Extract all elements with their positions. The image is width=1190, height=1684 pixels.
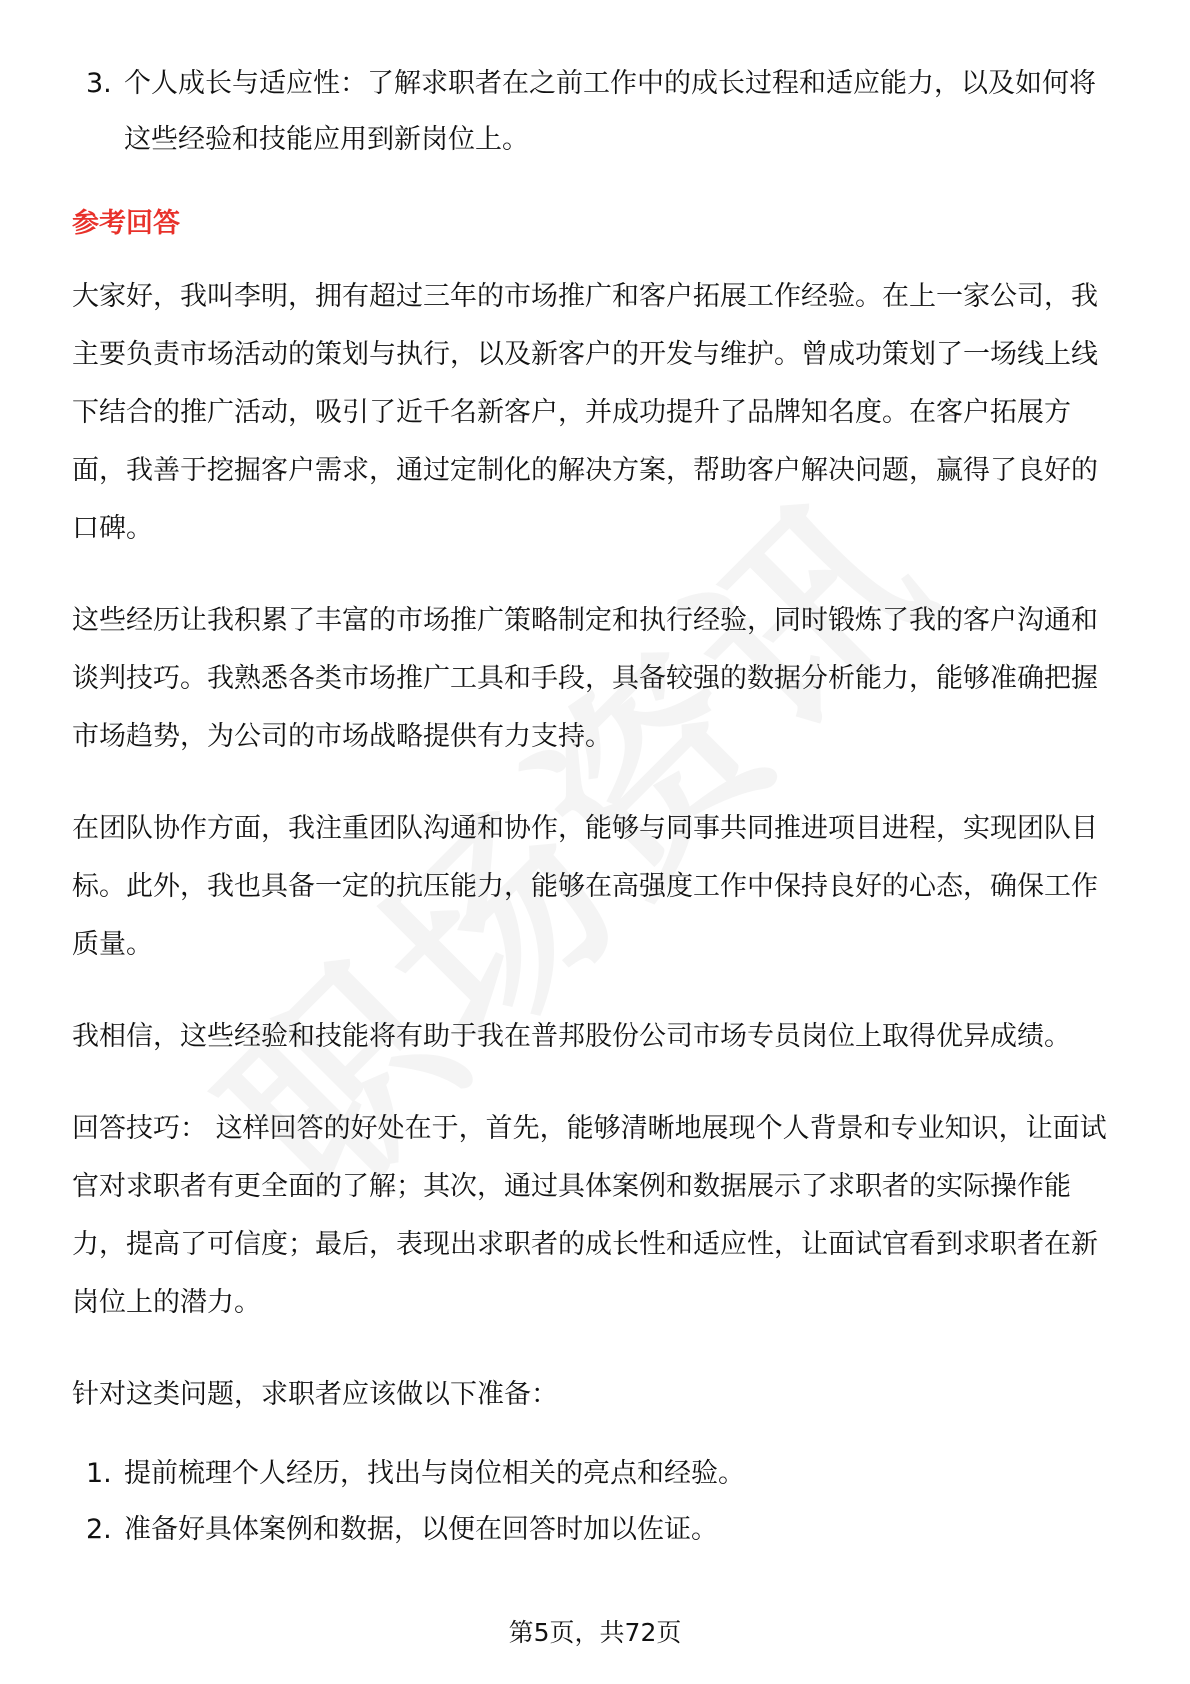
answer-paragraph-3: 在团队协作方面，我注重团队沟通和协作，能够与同事共同推进项目进程，实现团队目标。此外，我也具备一定的抗压能力，能够在高强度工作中保持良好的心态，确保工作质量。 (72, 813, 1098, 960)
list-text: 提前梳理个人经历，找出与岗位相关的亮点和经验。 (124, 1458, 745, 1489)
list-number: 3. (86, 68, 112, 99)
answer-tips-paragraph: 回答技巧： 这样回答的好处在于，首先，能够清晰地展现个人背景和专业知识，让面试官对求职者有更全面的了解；其次，通过具体案例和数据展示了求职者的实际操作能力，提高了可信度；最后，表现出求职者的成长性和适应性，让面试官看到求职者在新岗位上的潜力。 (72, 1113, 1107, 1318)
list-item (72, 1502, 1122, 1558)
answer-paragraph-1: 大家好，我叫李明，拥有超过三年的市场推广和客户拓展工作经验。在上一家公司，我主要负责市场活动的策划与执行，以及新客户的开发与维护。曾成功策划了一场线上线下结合的推广活动，吸引了近千名新客户，并成功提升了品牌知名度。在客户拓展方面，我善于挖掘客户需求，通过定制化的解决方案，帮助客户解决问题，赢得了良好的口碑。 (72, 281, 1098, 544)
list-item (72, 1446, 1122, 1502)
list-text: 个人成长与适应性：了解求职者在之前工作中的成长过程和适应能力，以及如何将这些经验和技能应用到新岗位上。 (124, 68, 1096, 155)
reference-answer-heading: 参考回答 (72, 208, 180, 239)
list-text: 准备好具体案例和数据，以便在回答时加以佐证。 (124, 1514, 718, 1545)
list-item-3 (72, 56, 1122, 168)
answer-paragraph-4: 我相信，这些经验和技能将有助于我在普邦股份公司市场专员岗位上取得优异成绩。 (72, 1021, 1071, 1052)
preparation-list (72, 1446, 1122, 1558)
answer-paragraph-2: 这些经历让我积累了丰富的市场推广策略制定和执行经验，同时锻炼了我的客户沟通和谈判技巧。我熟悉各类市场推广工具和手段，具备较强的数据分析能力，能够准确把握市场趋势，为公司的市场战略提供有力支持。 (72, 605, 1098, 752)
page-footer: 第5页，共72页 (508, 1618, 682, 1647)
preparation-intro: 针对这类问题，求职者应该做以下准备： (72, 1379, 558, 1410)
list-number: 2. (86, 1514, 112, 1545)
page-content (72, 56, 1122, 1558)
list-number: 1. (86, 1458, 112, 1489)
